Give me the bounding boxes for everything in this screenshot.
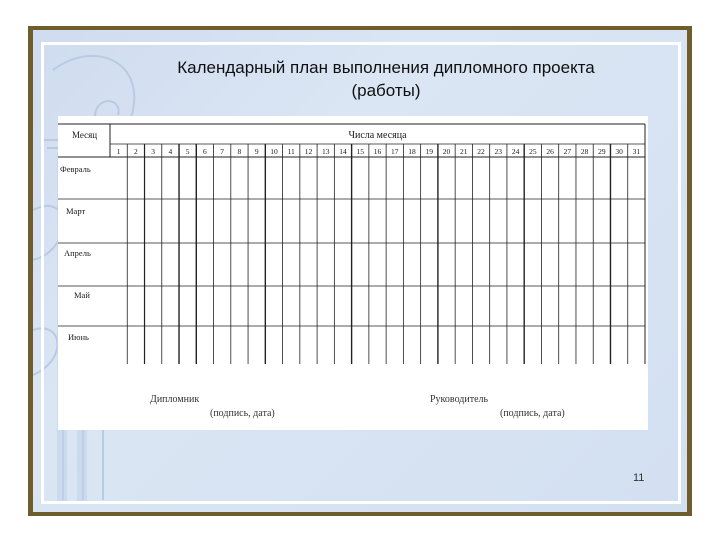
day-number-7: 7 [220,147,225,156]
month-label-4: Май [74,290,90,300]
day-number-26: 26 [546,147,554,156]
days-header: Числа месяца [348,130,407,141]
supervisor-signature-hint: (подпись, дата) [500,408,565,419]
title-line-2: (работы) [351,81,421,100]
day-number-19: 19 [425,147,434,156]
day-number-14: 14 [339,147,347,156]
supervisor-signature-label: Руководитель [430,394,489,405]
day-number-17: 17 [391,147,399,156]
page-number: 11 [633,472,645,484]
day-number-4: 4 [168,147,173,156]
day-number-31: 31 [632,147,641,156]
day-number-1: 1 [116,147,121,156]
month-label-2: Март [66,206,86,216]
day-number-25: 25 [529,147,537,156]
day-number-9: 9 [254,147,259,156]
month-label-3: Апрель [64,248,91,258]
day-number-2: 2 [134,147,138,156]
day-number-3: 3 [151,147,156,156]
day-number-20: 20 [442,147,451,156]
month-label-1: Февраль [60,164,91,174]
day-number-28: 28 [580,147,589,156]
day-number-10: 10 [270,147,278,156]
day-number-22: 22 [477,147,485,156]
student-signature-hint: (подпись, дата) [210,408,275,419]
day-number-8: 8 [237,147,242,156]
day-number-5: 5 [185,147,190,156]
calendar-plan-document [58,116,648,430]
month-header: Месяц [72,130,98,140]
student-signature-label: Дипломник [150,394,200,405]
slide-background [33,30,687,512]
day-number-29: 29 [598,147,606,156]
slide-title [91,56,681,102]
day-number-18: 18 [408,147,416,156]
day-number-27: 27 [563,147,572,156]
day-number-30: 30 [615,147,623,156]
day-number-12: 12 [304,147,313,156]
title-line-1: Календарный план выполнения дипломного проекта [177,58,595,77]
calendar-table [58,116,648,430]
day-number-16: 16 [373,147,382,156]
day-number-24: 24 [511,147,520,156]
slide-frame [28,26,692,516]
day-number-15: 15 [356,147,364,156]
month-label-5: Июнь [68,332,89,342]
day-number-13: 13 [321,147,330,156]
day-number-23: 23 [494,147,503,156]
day-number-21: 21 [460,147,468,156]
day-number-11: 11 [287,147,295,156]
day-number-6: 6 [203,147,207,156]
